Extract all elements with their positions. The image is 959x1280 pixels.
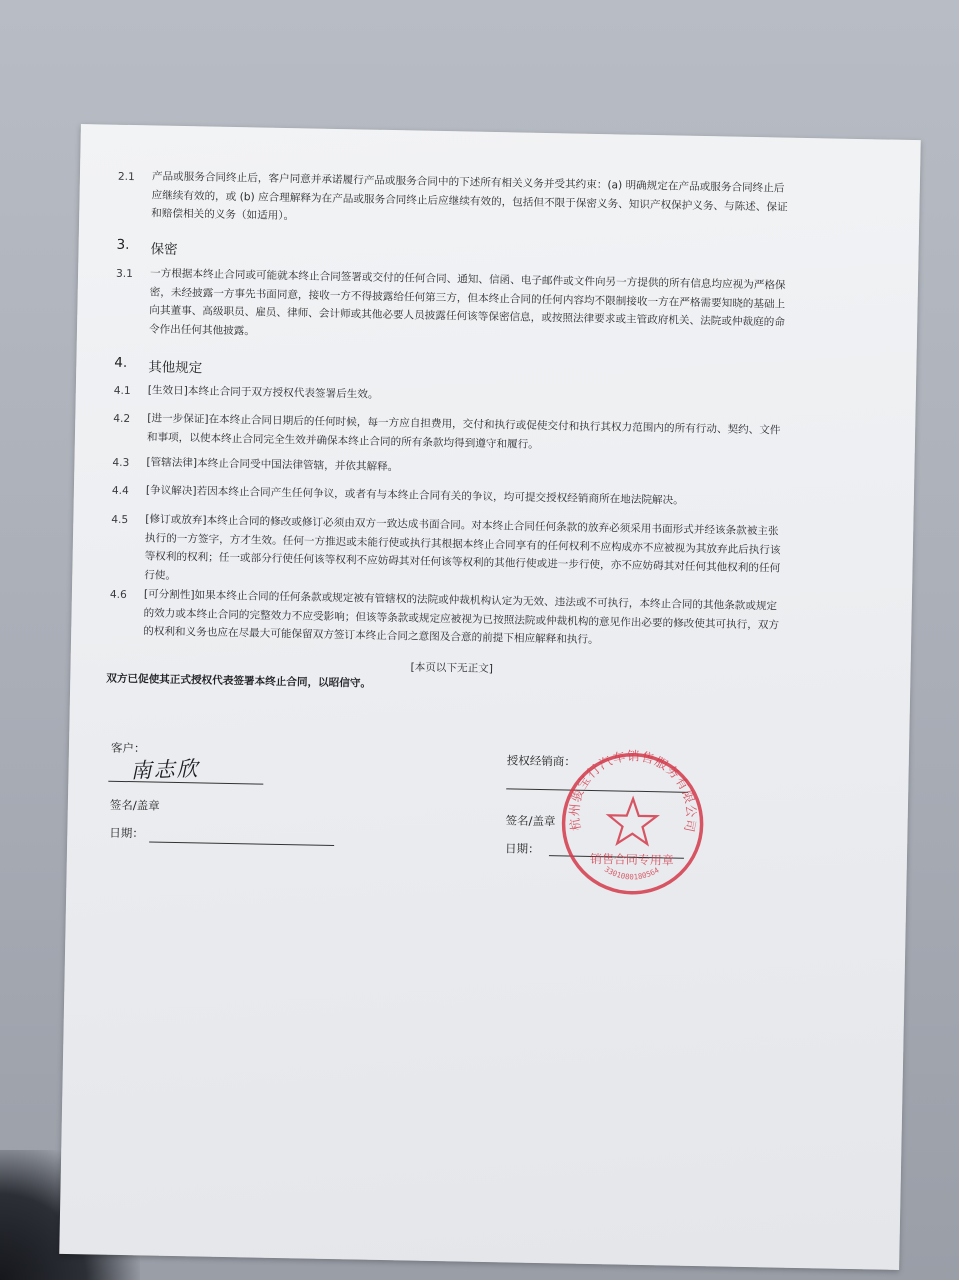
clause-4-5-text: [修订或放弃]本终止合同的修改或修订必须由双方一致达成书面合同。对本终止合同任何条款的放弃必须采用书面形式并经该条款被主张执行的一方签字，方才生效。任何一方推迟或未能行使或执行其根据本终止合同享有的任何权利不应构成亦不应被视为其放弃此后执行该等权利的权利；任一或部分行使任何该等权利不应妨碍其对任何该等权利的其他行使或进一步行使，亦不应妨碍其对任何其他权利的任何行使。 <box>144 513 781 582</box>
clause-number: 4.6 <box>109 588 127 602</box>
clause-number: 4.5 <box>111 513 129 527</box>
seal-serial-number: 3301080180564 <box>602 864 661 882</box>
dealer-sign-label: 签名/盖章 <box>505 813 556 829</box>
clause-number: 4.1 <box>113 384 131 398</box>
witness-statement: 双方已促使其正式授权代表签署本终止合同，以昭信守。 <box>106 672 372 690</box>
clause-number: 2.1 <box>117 170 135 184</box>
clause-number: 3.1 <box>115 267 134 281</box>
clause-4-6-text: [可分割性]如果本终止合同的任何条款或规定被有管辖权的法院或仲裁机构认定为无效、违法或不可执行，本终止合同的其他条款或规定的效力或本终止合同的完整效力不应受影响；但该等条款或规定应被视为已按照法院或仲裁机构的意见作出必要的修改使其可执行，双方的权利和义务也应在尽最大可能保留双方签订本终止合同之意图及合意的前提下相应解释和执行。 <box>143 588 780 647</box>
contract-page <box>59 124 921 1270</box>
section-number: 4. <box>114 354 128 371</box>
clause-2-1-text: 产品或服务合同终止后，客户同意并承诺履行产品或服务合同中的下述所有相关义务并受其约束：(a) 明确规定在产品或服务合同终止后应继续有效的，或 (b) 应合理解释为在产品或服务合同终止后应继续有效的，包括但不限于保密义务、知识产权保护义务、与陈述、保证和赔偿相关的义务（如适用）。 <box>151 170 788 223</box>
customer-sign-label: 签名/盖章 <box>109 797 160 813</box>
seal-company-name: 杭州骏宝行汽车销售服务有限公司 <box>566 748 700 835</box>
svg-text:杭州骏宝行汽车销售服务有限公司 <box>566 747 700 834</box>
company-seal-stamp <box>556 747 709 900</box>
customer-date-label: 日期： <box>109 825 144 841</box>
clause-4-2-text: [进一步保证]在本终止合同日期后的任何时候，每一方应自担费用，交付和执行或促使交付和执行其权力范围内的所有行动、契约、文件和事项，以使本终止合同完全生效并确保本终止合同的所有条款均得到遵守和履行。 <box>146 412 781 451</box>
clause-3-1-text: 一方根据本终止合同或可能就本终止合同签署或交付的任何合同、通知、信函、电子邮件或文件向另一方提供的所有信息均应视为严格保密，未经披露一方事先书面同意，接收一方不得披露给任何第三方，但本终止合同的任何内容均不限制接收一方在严格需要知晓的基础上向其董事、高级职员、雇员、律师、会计师或其他必要人员披露任何该等保密信息，或按照法律要求或主管政府机关、法院或仲裁庭的命令作出任何其他披露。 <box>148 267 786 337</box>
clause-4-4-text: [争议解决]若因本终止合同产生任何争议，或者有与本终止合同有关的争议，均可提交授权经销商所在地法院解决。 <box>145 484 684 507</box>
clause-number: 4.4 <box>111 484 129 498</box>
customer-label: 客户： <box>110 740 146 756</box>
dealer-label: 授权经销商： <box>506 753 576 769</box>
clause-number: 4.3 <box>112 456 130 470</box>
seal-star-icon <box>608 798 657 844</box>
customer-signature: 南志欣 <box>130 756 200 783</box>
clause-4-3-text: [管辖法律]本终止合同受中国法律管辖，并依其解释。 <box>146 456 399 474</box>
section-number: 3. <box>116 236 130 253</box>
dealer-date-label: 日期： <box>504 841 540 856</box>
clause-4-1-text: [生效日]本终止合同于双方授权代表签署后生效。 <box>147 384 379 401</box>
section-title-other-provisions: 其他规定 <box>148 359 203 377</box>
end-of-text-note: [本页以下无正文] <box>410 661 494 676</box>
section-title-confidentiality: 保密 <box>150 241 178 258</box>
customer-date-line <box>149 841 334 846</box>
clause-number: 4.2 <box>113 412 131 426</box>
seal-purpose-text: 销售合同专用章 <box>589 851 675 868</box>
